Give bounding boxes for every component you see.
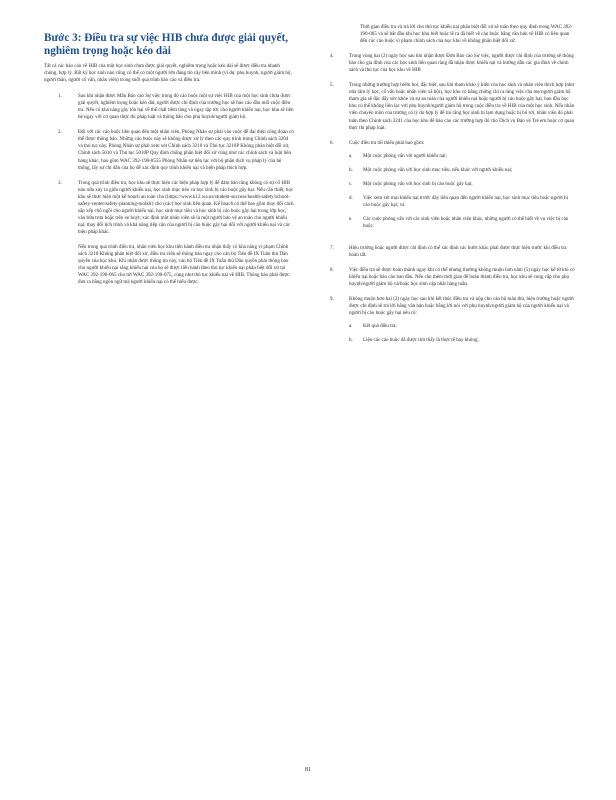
item-text: Cuộc điều tra tối thiểu phải bao gồm: — [349, 139, 425, 146]
item-body — [349, 140, 576, 237]
left-list — [44, 93, 294, 236]
item-number: 8. — [330, 267, 334, 274]
list-item — [326, 82, 576, 131]
continuation-paragraph: Nếu trong quá trình điều tra, nhân viên học khu tiến hành điều tra nhận thấy có khả năng vi phạm Chính sách 3210 Không phân biệt đối xử, điều tra viên sẽ thông báo ngay cho cán bộ Tiêu đề IX Tuân thủ Dân quyền của học khu. Khi nhận được thông tin này, cán bộ Tiêu đề IX Tuân thủ Dân quyền phải thông báo cho người khiếu nại rằng khiếu nại của họ sẽ được tiến hành theo thủ tục khiếu nại phân biệt đối xử tại WAC 392-190-065 cho tới WAC 392-190-075, cùng như thủ tục khiếu nại về HIB. Thông báo phải được đưa ra bằng ngôn ngữ mà người khiếu nại có thể hiểu được. — [78, 243, 290, 286]
sub-letter: c. — [349, 180, 353, 187]
right-column — [326, 24, 576, 359]
sub-letter: e. — [349, 215, 353, 222]
sub-text: Các cuộc phỏng vấn với các sinh viên hoặc nhân viên khác, những người có thể biết về vụ việc bị cáo buộc. — [363, 215, 569, 229]
sub-letter: a. — [349, 323, 353, 330]
item-text: Không muộn hơn hai (2) ngày học sau khi kết thúc điều tra và nộp cho cán bộ tuân thủ, hiệu trưởng hoặc người được chỉ định sẽ trả lời bằng văn bản hoặc bằng lời nói với phụ huynh/người giám hộ của người khiếu nại và người bị cáo buộc gây hại nêu rõ: — [349, 296, 574, 317]
list-item — [326, 245, 576, 259]
item-text: Hiệu trưởng hoặc người được chỉ định có thể xác định các bước khác phải được thực hiện trước khi điều tra hoàn tất. — [349, 244, 567, 259]
list-item — [44, 129, 294, 171]
right-list — [326, 53, 576, 351]
sub-text: Việc xem xét mọi khiếu nại trước đây liên quan đến người khiếu nại, học sinh mục tiêu hoặc người bị cáo buộc gây hại; và — [363, 194, 568, 208]
item-text: Trong quá trình điều tra, học khu sẽ thực hiện các biện pháp hợp lý để đảm bảo rằng không có sự cố HIB nào nữa xảy ra giữa người khiếu nại, học sinh mục tiêu và học sinh bị cáo buộc gây hại. Nếu cần thiết, học khu sẽ thực hiện một kế hoạch an toàn cho (https://www.k12.wa.us/student-success/health-safety/school-safety-center/safety-planning-toolkit) cho (các) học sinh liên quan. Kế hoạch có thể bao gồm thay đổi cách sắp xếp chỗ ngồi cho người khiếu nại, học sinh mục tiêu và học sinh bị cáo buộc gây hại trong lớp học, vào bữa trưa hoặc trên xe buýt; xác định một nhân viên sẽ là một người bảo vệ an toàn cho người khiếu nại; thay đổi lịch trình và khả năng tiếp cận của người bị cáo buộc gây hại đối với người khiếu nại và các biện pháp khác. — [78, 179, 294, 235]
sub-text: Một cuộc phỏng vấn với học sinh bị cáo buộc gây hại; — [363, 180, 473, 187]
item-text: Sau khi nhận được Mẫu Báo cáo Sự việc trong đó cáo buộc một sự việc HIB của một học sinh chưa được giải quyết, nghiêm trọng hoặc kéo dài, người được chỉ định của trường học sẽ báo cáo đầu mối cuộc điều tra. Nếu có khả năng gây tổn hại về thể chất tiềm tàng và ngay lập tức cho người khiếu nại, học khu sẽ liên hệ ngay với cơ quan thực thi pháp luật và thông báo cho phụ huynh/người giám hộ. — [78, 93, 294, 121]
sub-letter: b. — [349, 166, 353, 173]
intro-paragraph: Tất cả các báo cáo về HIB của một học sinh chưa được giải quyết, nghiêm trọng hoặc kéo dài sẽ được điều tra nhanh chóng, hợp lý. Bất kỳ học sinh nào cũng có thể có một người lớn đáng tin cậy bên mình (ví dụ: phụ huynh, người giám hộ, người thân, người cố vấn, nhân viên) trong suốt quá trình báo cáo và điều tra. — [44, 63, 292, 84]
sub-item — [349, 323, 576, 330]
item-number: 6. — [330, 139, 334, 146]
list-item — [44, 93, 294, 121]
section-title: Bước 3: Điều tra sự việc HIB chưa được giải quyết, nghiêm trọng hoặc kéo dài — [44, 32, 289, 57]
left-column — [44, 24, 294, 294]
item-text: Đối với các cáo buộc liên quan đến một nhân viên, Phòng Nhân sự phải vào cuộc để đại diện công đoàn có thể được thông báo. Những cáo buộc này sẽ không được xử lý theo các quy trình trong Chính sách 3204 và thủ tục này. Phòng Nhân sự phải xem xét Chính sách 3210 và Thủ tục 3210P Không phân biệt đối xử, Chính sách 5010 và Thủ tục 5010P Quy định chống phân biệt đối xử cũng như các chính sách và luật liên bang khác, bao gồm WAC 392-190-0555 Phòng Nhân sự liên lạc với bộ phận dịch vụ pháp lý của hệ thống, lấy sự chỉ dẫn của họ để xác định quy trình khiếu nại và biện pháp thích hợp. — [78, 129, 294, 171]
lead-paragraph: Thời gian điều tra và trả lời cho thủ tục khiếu nại phân biệt đối xử sẽ tuân theo quy định trong WAC 392-190-065 và sẽ bắt đầu khi học khu biết hoặc lẽ ra đã biết về cáo buộc bằng văn bản về HIB có liên quan đến các cáo buộc vi phạm chính sách của học khu về không phân biệt đối xử. — [360, 24, 573, 45]
sub-item — [349, 216, 576, 230]
sub-text: Một cuộc phỏng vấn với người khiếu nại; — [363, 152, 447, 159]
sub-text: Kết quả điều tra; — [363, 323, 397, 330]
sub-text: Liệu các cáo buộc đã được tìm thấy là thực tế hay không; — [363, 337, 479, 344]
list-item — [326, 53, 576, 74]
sub-item — [349, 195, 576, 209]
item-text: Trong vòng hai (2) ngày học sau khi nhận được Đơn Báo cáo Sự việc, người được chỉ định của trường sẽ thông báo cho gia đình của các học sinh liên quan rằng đã nhận được khiếu nại và hướng dẫn các gia đình về chính sách và thủ tục của học khu về HIB. — [349, 53, 574, 74]
item-number: 5. — [330, 82, 334, 89]
sub-letter: a. — [349, 152, 353, 159]
item-text: Trong những trường hợp hiếm hoi, đặc biệt, sau khi tham khảo ý kiến của học sinh và nhân viên thích hợp (như nhà tâm lý học, cố vấn hoặc nhân viên xã hội), học khu có bằng chứng chỉ ra rằng việc cha mẹ/người giám hộ tham gia sẽ đặc đẩy sức khỏe và sự an toàn của người khiếu nại hoặc người bị cáo buộc gây hại, ban đầu học khu có thể không liên lạc với phụ huynh/người giám hộ trong cuộc điều tra về HIB của một học sinh. Nếu nhân viên chuyên môn của trường có lý do hợp lý để tin rằng học sinh bị lạm dụng hoặc bị bỏ rơi, nhân viên đó phải tuân theo Chính sách 3241 của học khu để báo cáo các trường hợp đó cho Dịch vụ Bảo vệ Trẻ em hoặc cơ quan thực thi pháp luật. — [349, 82, 575, 131]
sub-list — [349, 153, 576, 230]
sub-letter: d. — [349, 194, 353, 201]
sub-list — [349, 323, 576, 344]
sub-item — [349, 167, 576, 174]
page-number: 81 — [305, 767, 311, 773]
sub-text: Một cuộc phỏng vấn với học sinh mục tiêu, nếu khác với người khiếu nại; — [363, 166, 513, 173]
item-body — [349, 296, 576, 351]
item-number: 3. — [58, 179, 62, 186]
sub-item — [349, 337, 576, 344]
sub-letter: b. — [349, 337, 353, 344]
list-item — [326, 296, 576, 351]
item-text: Việc điều tra sẽ được hoàn thành ngay khi có thể nhưng thường không muộn hơn năm (5) ngày học kể từ khi có khiếu nại hoặc báo cáo ban đầu. Nếu cần thêm thời gian để hoàn thành điều tra, học khu sẽ cung cấp cho phụ huynh/người giám hộ và/hoặc học sinh cập nhật hàng tuần. — [349, 267, 575, 288]
item-number: 2. — [58, 129, 62, 136]
item-number: 9. — [330, 296, 334, 303]
sub-item — [349, 153, 576, 160]
sub-item — [349, 181, 576, 188]
list-item — [326, 267, 576, 288]
item-number: 1. — [58, 93, 62, 100]
item-number: 7. — [330, 244, 334, 251]
list-item — [44, 180, 294, 236]
item-number: 4. — [330, 53, 334, 60]
list-item — [326, 140, 576, 237]
